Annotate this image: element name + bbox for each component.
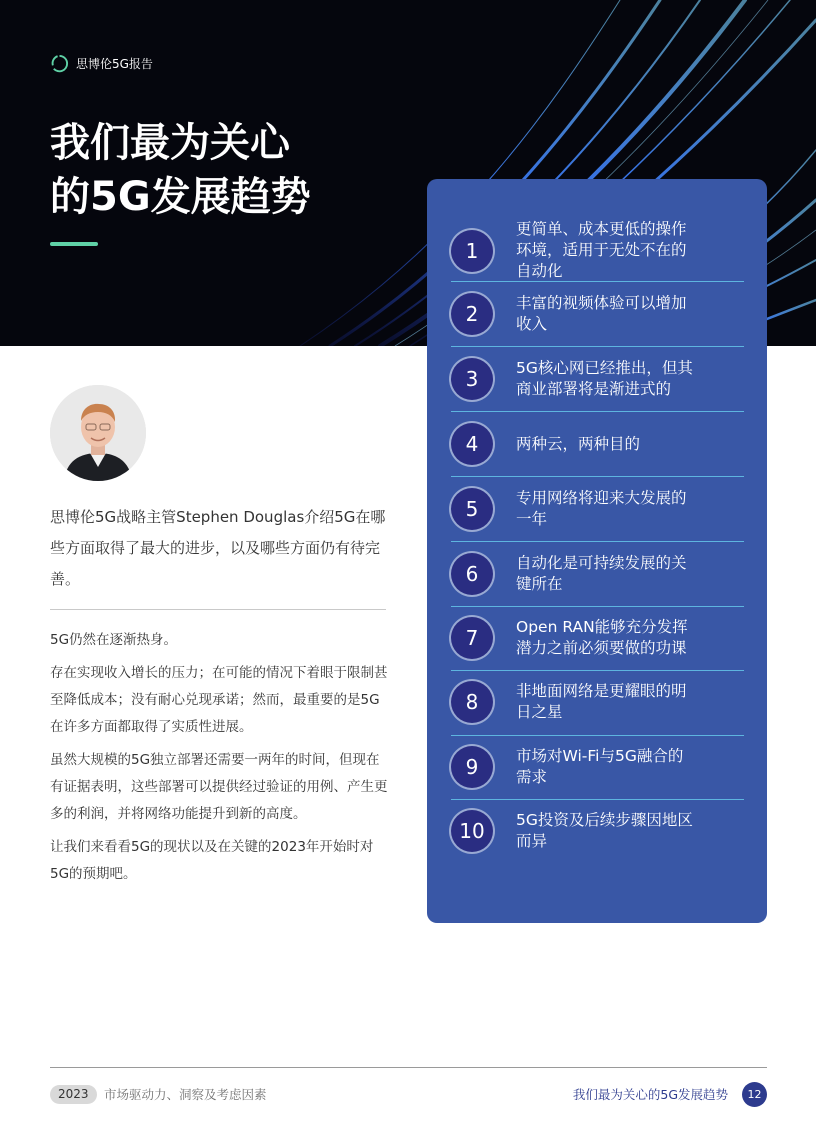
footer-rule — [50, 1067, 767, 1068]
trend-label-line: 5G核心网已经推出，但其 — [516, 359, 693, 377]
trend-label — [516, 219, 687, 282]
trend-number-badge: 9 — [451, 746, 493, 788]
trend-label — [516, 553, 687, 595]
trend-number-badge: 2 — [451, 293, 493, 335]
body-paragraph: 5G仍然在逐渐热身。 — [50, 632, 178, 648]
body-paragraph: 虽然大规模的5G独立部署还需要一两年的时间，但现在有证据表明，这些部署可以提供经过验证的用例、产生更多的利润，并将网络功能提升到新的高度。 — [50, 752, 388, 822]
trend-label — [516, 746, 683, 788]
trend-label — [516, 358, 693, 400]
trend-label-line: 自动化 — [516, 262, 563, 280]
trend-divider — [451, 476, 744, 477]
trend-label — [516, 293, 687, 335]
trend-number-badge: 4 — [451, 423, 493, 465]
trend-label-line: 市场对Wi-Fi与5G融合的 — [516, 747, 684, 765]
trend-label-line: 而异 — [516, 832, 548, 850]
year-badge: 2023 — [50, 1085, 97, 1104]
trend-label-line: 一年 — [516, 510, 548, 528]
trend-label-line: 日之星 — [516, 703, 563, 721]
trend-label — [516, 488, 687, 530]
body-paragraph: 存在实现收入增长的压力；在可能的情况下着眼于限制甚至降低成本；没有耐心兑现承诺；然而，最重要的是5G在许多方面都取得了实质性进展。 — [50, 665, 388, 735]
trend-label — [516, 810, 693, 852]
trend-number-badge: 8 — [451, 681, 493, 723]
title-accent-rule — [50, 242, 98, 246]
trend-label-line: 键所在 — [516, 575, 563, 593]
trend-divider — [451, 411, 744, 412]
brand-label: 思博伦5G报告 — [76, 57, 153, 71]
page-title-line: 我们最为关心 — [50, 120, 290, 166]
author-portrait — [50, 385, 146, 481]
trend-label-line: 两种云，两种目的 — [516, 434, 641, 453]
report-brand — [50, 54, 153, 73]
trend-number-badge: 7 — [451, 617, 493, 659]
trend-label-line: 自动化是可持续发展的关 — [516, 554, 687, 572]
trend-label-line: 潜力之前必须要做的功课 — [516, 639, 687, 657]
trend-label-line: 5G投资及后续步骤因地区 — [516, 811, 693, 829]
trend-divider — [451, 799, 744, 800]
trend-label — [516, 617, 688, 659]
page-number-badge: 12 — [742, 1082, 767, 1107]
trend-divider — [451, 606, 744, 607]
trend-number-badge: 3 — [451, 358, 493, 400]
trend-label-line: 环境，适用于无处不在的 — [516, 241, 687, 259]
trend-item — [451, 617, 744, 659]
trend-divider — [451, 735, 744, 736]
trend-label — [516, 681, 687, 723]
footer-section-label: 市场驱动力、洞察及考虑因素 — [104, 1087, 267, 1102]
trend-item — [451, 810, 744, 852]
trend-label-line: 专用网络将迎来大发展的 — [516, 489, 687, 507]
page-title — [50, 116, 311, 224]
trend-item — [451, 423, 744, 465]
trend-label-line: 丰富的视频体验可以增加 — [516, 294, 687, 312]
trend-item — [451, 746, 744, 788]
footer-chapter-title: 我们最为关心的5G发展趋势 — [572, 1087, 728, 1102]
trend-number-badge: 10 — [451, 810, 493, 852]
brand-ring-icon — [50, 54, 69, 73]
trend-divider — [451, 670, 744, 671]
trend-label-line: 更简单、成本更低的操作 — [516, 220, 687, 238]
trend-item — [451, 293, 744, 335]
page-title-line: 的5G发展趋势 — [50, 174, 311, 220]
trend-label-line: 商业部署将是渐进式的 — [516, 380, 672, 398]
trend-item — [451, 553, 744, 595]
trends-panel — [427, 179, 767, 923]
trend-item — [451, 488, 744, 530]
trend-item — [451, 681, 744, 723]
trend-item — [451, 219, 744, 282]
article-body — [50, 627, 390, 894]
trend-number-badge: 5 — [451, 488, 493, 530]
trend-label — [516, 434, 640, 455]
trend-divider — [451, 346, 744, 347]
trend-label-line: 需求 — [516, 768, 548, 786]
intro-paragraph: 思博伦5G战略主管Stephen Douglas介绍5G在哪些方面取得了最大的进步，以及哪些方面仍有待完善。 — [50, 508, 386, 588]
trend-label-line: 非地面网络是更耀眼的明 — [516, 682, 687, 700]
trend-label-line: 收入 — [516, 315, 548, 333]
person-portrait-icon — [50, 385, 146, 481]
trend-number-badge: 6 — [451, 553, 493, 595]
body-paragraph: 让我们来看看5G的现状以及在关键的2023年开始时对5G的预期吧。 — [50, 839, 374, 882]
trend-item — [451, 358, 744, 400]
trend-label-line: Open RAN能够充分发挥 — [516, 618, 688, 636]
trend-divider — [451, 541, 744, 542]
trend-number-badge: 1 — [451, 230, 493, 272]
section-divider — [50, 609, 386, 610]
trend-divider — [451, 281, 744, 282]
